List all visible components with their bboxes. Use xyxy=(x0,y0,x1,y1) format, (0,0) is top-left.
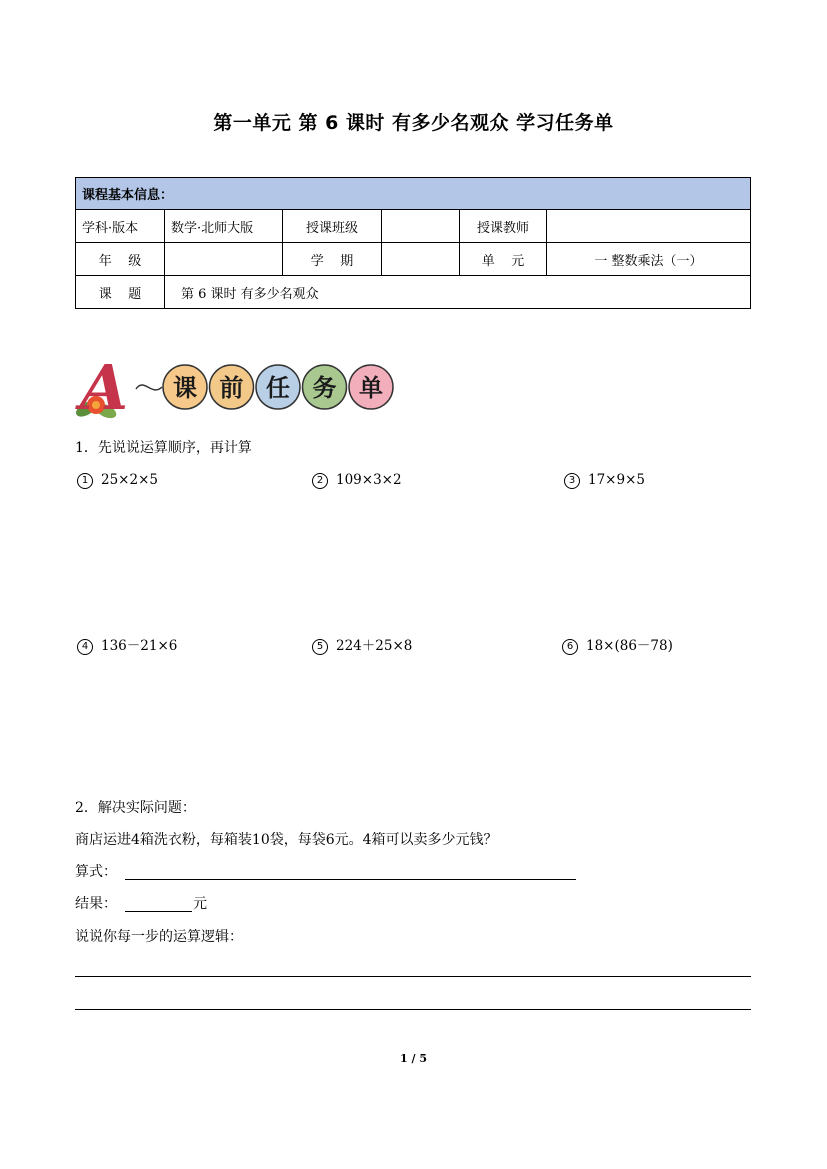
item-number: 5 xyxy=(312,639,328,655)
pre-class-task-banner xyxy=(74,349,404,421)
expr-item xyxy=(77,634,177,655)
item-number: 2 xyxy=(312,473,328,489)
result-unit: 元 xyxy=(193,896,207,912)
explain-label: 说说你每一步的运算逻辑： xyxy=(75,929,243,945)
question-1-prompt: 1．先说说运算顺序，再计算 xyxy=(75,440,252,456)
item-number: 3 xyxy=(564,473,580,489)
banner-char: 单 xyxy=(359,374,383,402)
formula-answer-line[interactable] xyxy=(125,879,576,880)
expression: 17×9×5 xyxy=(588,472,645,488)
banner-char: 课 xyxy=(173,374,197,402)
course-info-table xyxy=(75,177,751,309)
grade-label: 年 级 xyxy=(76,243,165,276)
result-label: 结果： xyxy=(75,896,117,912)
item-number: 4 xyxy=(77,639,93,655)
banner-char: 前 xyxy=(219,374,244,402)
unit-label: 单 元 xyxy=(460,243,547,276)
expr-item xyxy=(312,634,412,655)
expr-item xyxy=(562,634,673,655)
grade-value xyxy=(165,243,283,276)
expression: 224＋25×8 xyxy=(336,638,413,654)
result-answer-line[interactable] xyxy=(125,911,192,912)
banner-char: 务 xyxy=(312,374,337,402)
class-value xyxy=(382,210,460,243)
teacher-label: 授课教师 xyxy=(460,210,547,243)
topic-value: 第 6 课时 有多少名观众 xyxy=(165,276,751,309)
question-2-prompt: 2．解决实际问题： xyxy=(75,800,196,816)
subject-label: 学科·版本 xyxy=(76,210,165,243)
item-number: 1 xyxy=(77,473,93,489)
banner-letter: A xyxy=(80,351,129,421)
item-number: 6 xyxy=(562,639,578,655)
formula-label: 算式： xyxy=(75,864,117,880)
table-header: 课程基本信息： xyxy=(76,178,751,210)
topic-label: 课 题 xyxy=(76,276,165,309)
expression: 18×(86－78) xyxy=(586,638,673,654)
problem-text: 商店运进4箱洗衣粉，每箱装10袋，每袋6元。4箱可以卖多少元钱？ xyxy=(75,832,498,848)
expr-item xyxy=(77,472,158,489)
banner-char: 任 xyxy=(266,374,290,402)
explain-answer-line[interactable] xyxy=(75,976,751,977)
expression: 109×3×2 xyxy=(336,472,402,488)
explain-answer-line[interactable] xyxy=(75,1009,751,1010)
page-number: 1 / 5 xyxy=(400,1052,427,1065)
expression: 136－21×6 xyxy=(101,638,178,654)
term-value xyxy=(382,243,460,276)
expr-item xyxy=(564,472,645,489)
term-label: 学 期 xyxy=(283,243,382,276)
teacher-value xyxy=(547,210,751,243)
expression: 25×2×5 xyxy=(101,472,158,488)
class-label: 授课班级 xyxy=(283,210,382,243)
expr-item xyxy=(312,472,402,489)
unit-value: 一 整数乘法（一） xyxy=(547,243,751,276)
page-title: 第一单元 第 6 课时 有多少名观众 学习任务单 xyxy=(213,112,614,134)
subject-value: 数学·北师大版 xyxy=(165,210,283,243)
